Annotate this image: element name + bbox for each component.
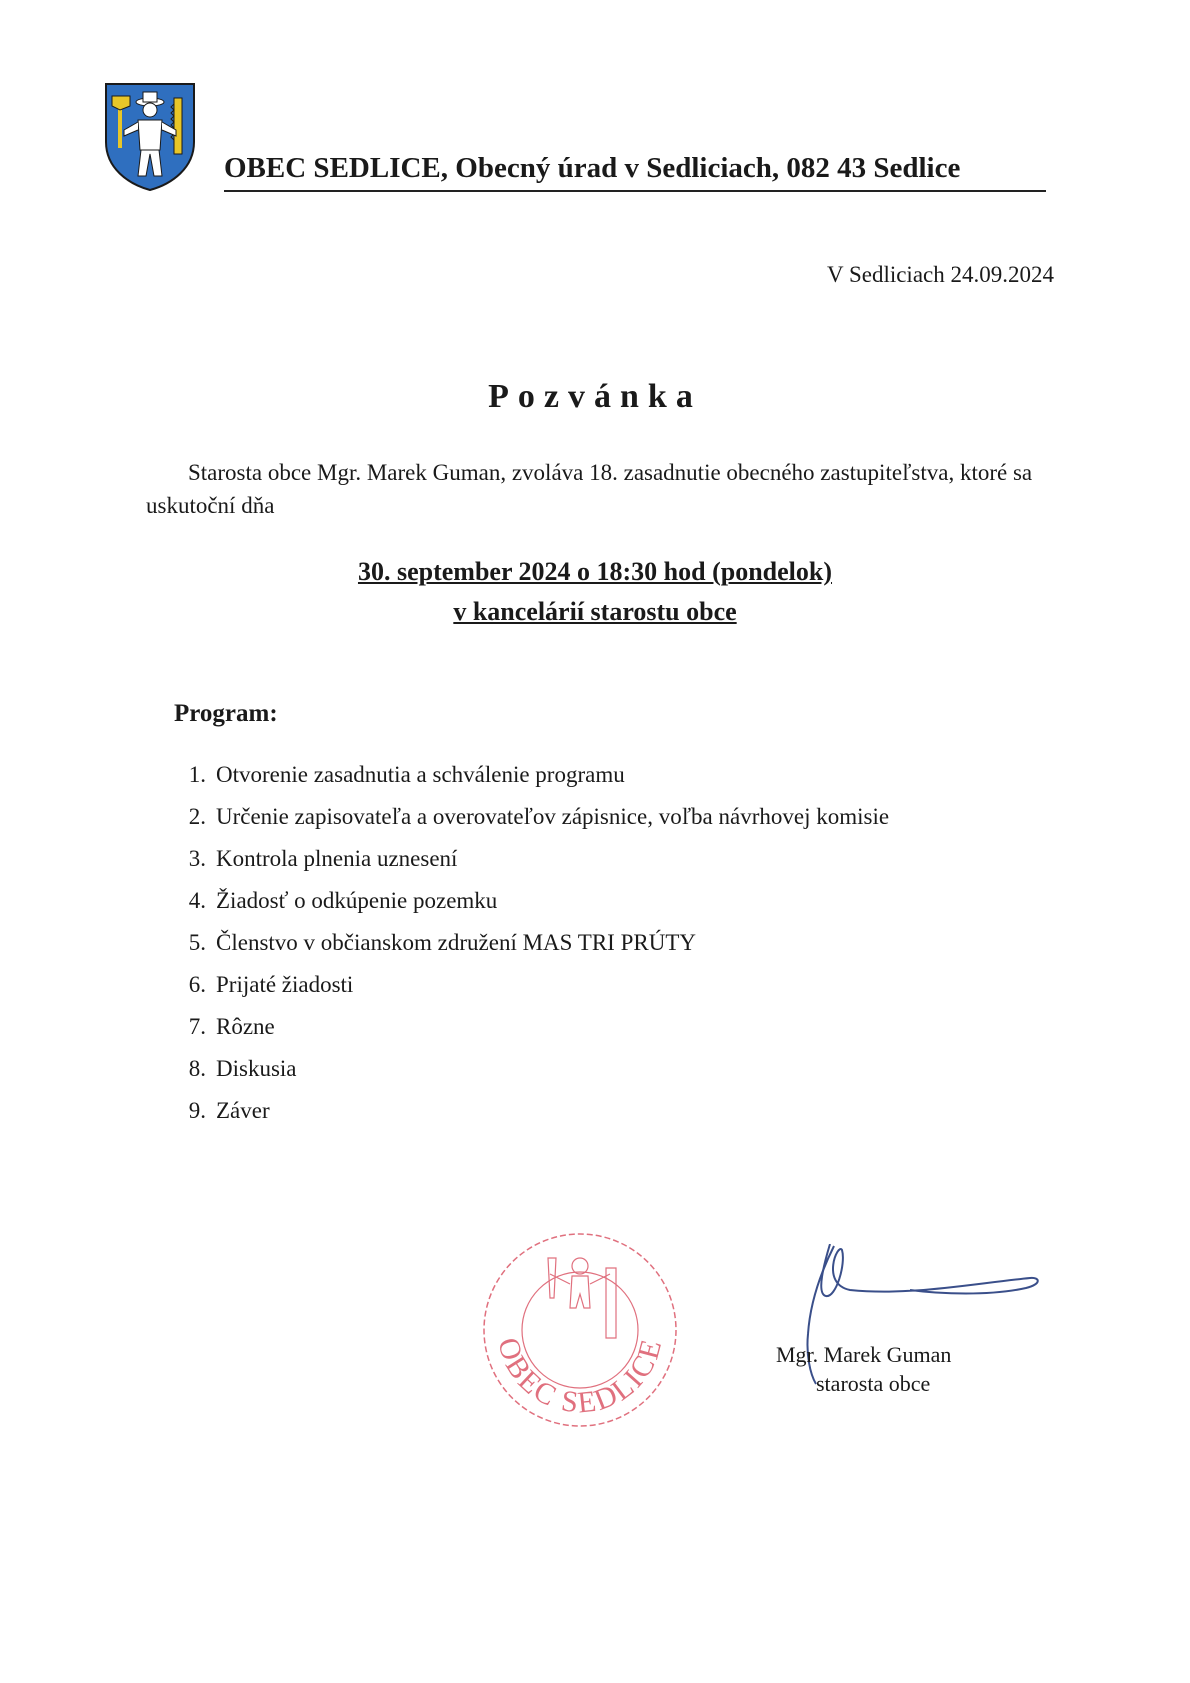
agenda-item (174, 888, 889, 930)
agenda-item-text: Kontrola plnenia uznesení (216, 846, 458, 871)
agenda-item-text: Určenie zapisovateľa a overovateľov zápisnice, voľba návrhovej komisie (216, 804, 890, 829)
municipal-coat-of-arms-icon (100, 80, 200, 192)
agenda-item-text: Diskusia (216, 1056, 297, 1081)
meeting-datetime: 30. september 2024 o 18:30 hod (pondelok) (357, 557, 833, 586)
agenda-item-number: 2. (188, 804, 206, 829)
agenda-list (174, 762, 889, 1140)
agenda-item-text: Žiadosť o odkúpenie pozemku (216, 888, 498, 913)
agenda-item (174, 1098, 889, 1140)
intro-text: Starosta obce Mgr. Marek Guman, zvoláva 18. zasadnutie obecného zastupiteľstva, ktoré sa uskutoční dňa (146, 460, 1033, 518)
agenda-item (174, 1014, 889, 1056)
agenda-item (174, 804, 889, 846)
header-divider (224, 190, 1046, 192)
signer-name: Mgr. Marek Guman (776, 1342, 952, 1367)
document-title: Pozvánka (488, 378, 702, 415)
agenda-item-number: 7. (188, 1014, 206, 1039)
program-heading: Program: (174, 700, 278, 727)
agenda-item-text: Otvorenie zasadnutia a schválenie programu (216, 762, 625, 787)
official-stamp-icon (478, 1228, 682, 1432)
header-title: OBEC SEDLICE, Obecný úrad v Sedliciach, 082 43 Sedlice (224, 152, 961, 184)
document-date: V Sedliciach 24.09.2024 (827, 262, 1054, 287)
meeting-details (0, 552, 1190, 632)
svg-text:OBEC SEDLICE (491, 1334, 668, 1420)
agenda-item (174, 930, 889, 972)
agenda-item-number: 5. (188, 930, 206, 955)
agenda-item-text: Rôzne (216, 1014, 275, 1039)
agenda-item-number: 3. (188, 846, 206, 871)
agenda-item-number: 8. (188, 1056, 206, 1081)
agenda-item (174, 762, 889, 804)
agenda-item-text: Prijaté žiadosti (216, 972, 354, 997)
agenda-item (174, 1056, 889, 1098)
agenda-item (174, 972, 889, 1014)
agenda-item-number: 9. (188, 1098, 206, 1123)
agenda-item-number: 4. (188, 888, 206, 913)
agenda-item-text: Členstvo v občianskom združení MAS TRI PRÚTY (216, 930, 696, 955)
signer-role: starosta obce (816, 1371, 931, 1396)
agenda-item (174, 846, 889, 888)
signer-block (776, 1340, 951, 1398)
stamp-text: OBEC SEDLICE (491, 1334, 669, 1420)
agenda-item-number: 6. (188, 972, 206, 997)
meeting-place: v kancelárií starostu obce (453, 597, 737, 626)
intro-paragraph (146, 456, 1056, 522)
agenda-item-number: 1. (188, 762, 206, 787)
agenda-item-text: Záver (216, 1098, 270, 1123)
